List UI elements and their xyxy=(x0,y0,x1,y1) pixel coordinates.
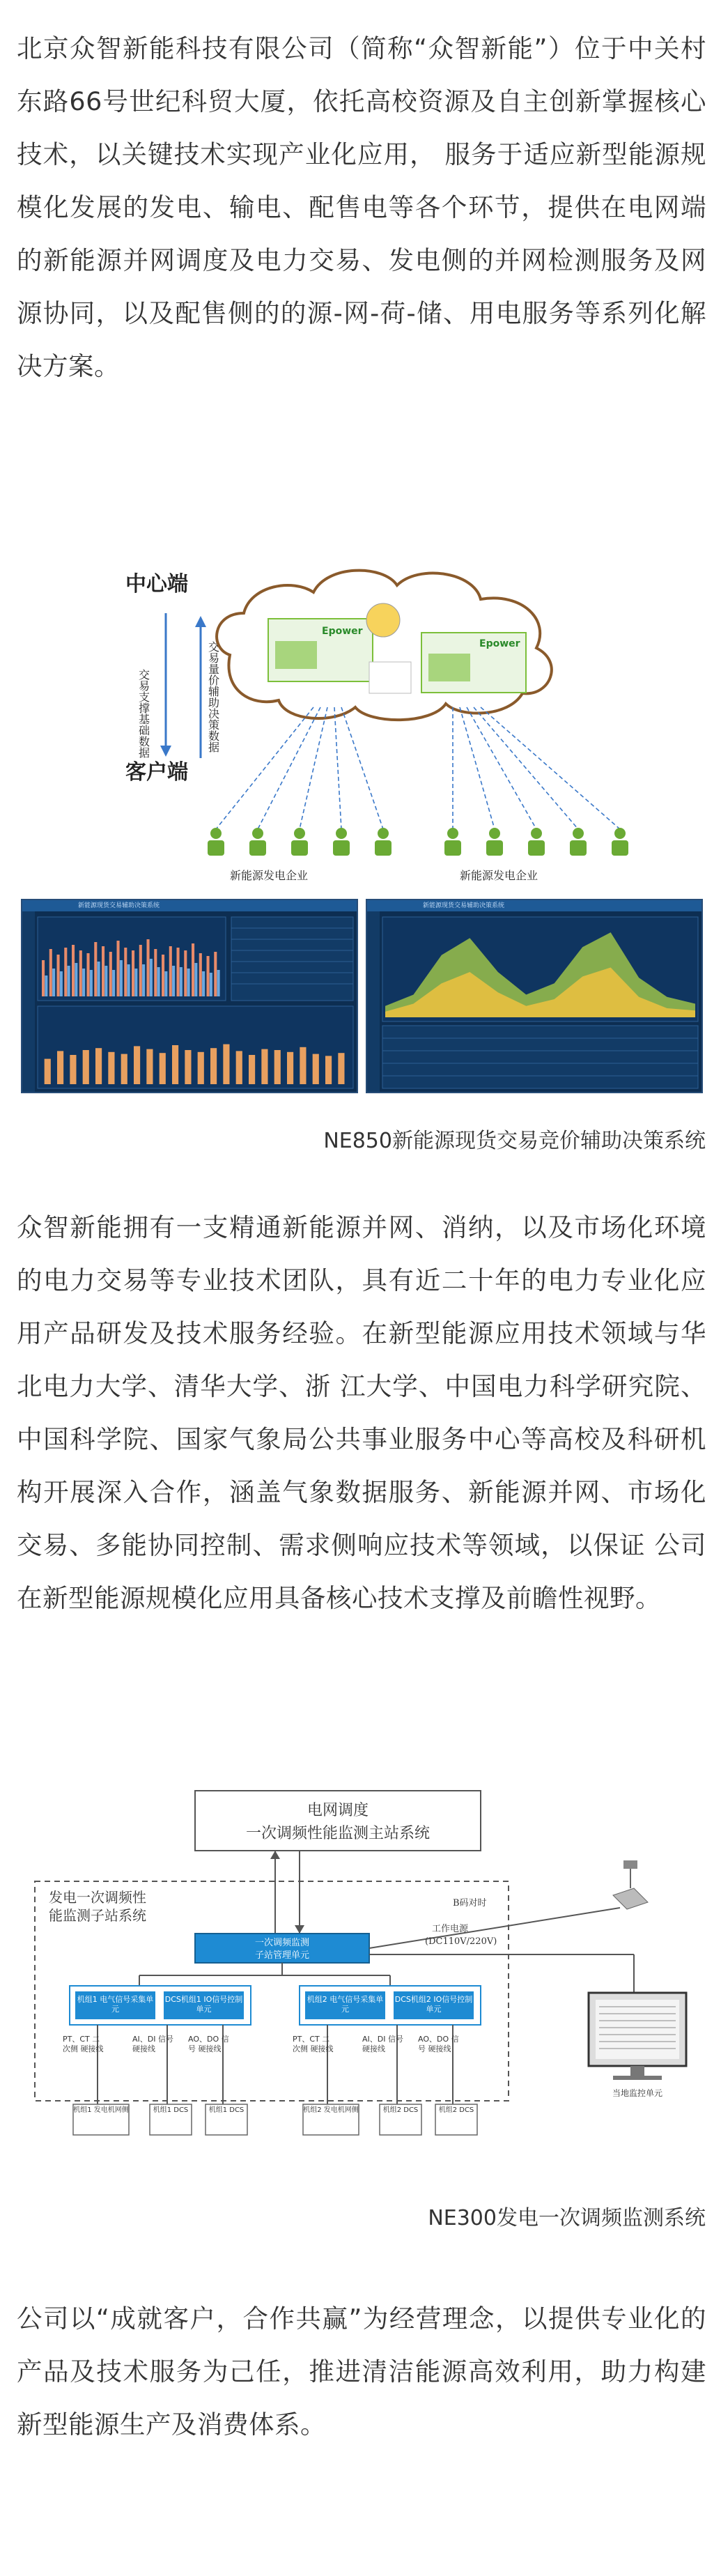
figure2-caption: NE300发电一次调频监测系统 xyxy=(428,2206,706,2230)
arrow-left-label: 交易支撑基础数据 xyxy=(137,669,150,758)
main-station-line2: 一次调频性能监测主站系统 xyxy=(245,1825,431,1842)
bar-B-5 xyxy=(75,963,77,996)
bar-A-20 xyxy=(184,950,187,996)
bar2-17 xyxy=(249,1055,255,1084)
unit2-electric: 机组2 电气信号采集单元 xyxy=(307,1995,384,2014)
bar2-21 xyxy=(300,1047,306,1084)
screen-left-title: 新能源现货交易辅助决策系统 xyxy=(22,900,357,911)
bar2-4 xyxy=(83,1050,89,1084)
bar-A-22 xyxy=(199,953,202,996)
figure-ne300 xyxy=(21,1784,700,2160)
bar-B-9 xyxy=(104,966,107,996)
bar-B-17 xyxy=(164,971,167,996)
bar2-18 xyxy=(261,1049,268,1084)
bar-A-8 xyxy=(94,942,97,996)
cloud-icon xyxy=(217,571,552,720)
bar2-20 xyxy=(287,1052,293,1084)
bar-A-19 xyxy=(177,948,180,996)
cloud-brand-left: Epower xyxy=(322,626,363,637)
bar-A-24 xyxy=(214,952,217,996)
bar2-24 xyxy=(338,1053,344,1084)
bar2-22 xyxy=(313,1054,319,1084)
satellite-icon xyxy=(613,1860,648,1909)
arrow-up-icon xyxy=(195,616,206,627)
bar-A-7 xyxy=(87,953,90,996)
bar2-14 xyxy=(210,1048,217,1084)
enterprise-right-label: 新能源发电企业 xyxy=(460,869,538,882)
bar-B-15 xyxy=(150,959,153,996)
bar-A-9 xyxy=(102,946,104,996)
bar-B-23 xyxy=(210,973,212,996)
bar-B-24 xyxy=(217,970,220,996)
bar-A-17 xyxy=(162,955,164,996)
team-paragraph: 众智新能拥有一支精通新能源并网、消纳，以及市场化环境的电力交易等专业技术团队，具有近二十年的电力专业化应用产品研发及技术服务经验。在新型能源应用技术领域与华北电力大学、清华大学、浙 江大学、中国电力科学研究院、中国科学院、国家气象局公共事业服务中心等高校及科研机构开展深入合作，涵盖气象数据服务、新能源并网、市场化交易、多能协同控制、需求侧响应技术等领域，以保证 公司在新型能源规模化应用具备核心技术支撑及前瞻性视野。 xyxy=(17,1212,706,1613)
bar-B-4 xyxy=(68,966,70,996)
label-center: 中心端 xyxy=(125,572,188,596)
bar-A-2 xyxy=(49,949,52,996)
bar-A-18 xyxy=(169,946,172,996)
bar2-1 xyxy=(45,1059,51,1084)
time-label: B码对时 xyxy=(453,1898,487,1908)
bar-B-3 xyxy=(60,971,63,996)
figure1-caption: NE850新能源现货交易竞价辅助决策系统 xyxy=(323,1129,706,1153)
bar2-23 xyxy=(325,1056,332,1084)
cloud-brand-right: Epower xyxy=(479,638,520,649)
bar-A-14 xyxy=(139,945,142,996)
bar-B-18 xyxy=(172,966,175,996)
unit2-dcs: DCS机组2 IO信号控制单元 xyxy=(394,1995,473,2014)
bar2-10 xyxy=(160,1053,166,1084)
bar-A-23 xyxy=(207,956,210,996)
bar-A-6 xyxy=(79,950,82,996)
bar-B-21 xyxy=(194,963,197,996)
enterprise-icons xyxy=(208,828,628,856)
bar-A-21 xyxy=(192,943,194,996)
bar2-3 xyxy=(70,1055,76,1084)
sub-station-line2: 能监测子站系统 xyxy=(49,1907,146,1924)
bar-A-15 xyxy=(147,939,150,996)
wire-aidi-1: AI、DI 信号 硬接线 xyxy=(132,2035,173,2053)
bar-A-4 xyxy=(64,948,67,996)
bar-A-11 xyxy=(117,941,120,996)
screen-right-title: 新能源现货交易辅助决策系统 xyxy=(367,900,701,911)
sub-station-line1: 发电一次调频性 xyxy=(49,1889,146,1906)
wire-ptct-2: PT、CT 二次侧 硬接线 xyxy=(293,2035,334,2053)
bar2-11 xyxy=(172,1045,178,1084)
bar-B-16 xyxy=(157,967,160,996)
bar-A-12 xyxy=(124,948,127,996)
bar2-15 xyxy=(223,1044,229,1084)
bar-A-5 xyxy=(72,945,75,996)
power-label-line1: 工作电源 xyxy=(432,1924,469,1934)
intro-paragraph: 北京众智新能科技有限公司（简称“众智新能”）位于中关村东路66号世纪科贸大厦，依托高校资源及自主创新掌握核心技术，以关键技术实现产业化应用， 服务于适应新型能源规模化发展的发电、输电、配售电等各个环节，提供在电网端的新能源并网调度及电力交易、发电侧的并网检测服务及网源协同，以及配售侧的的源-网-荷-储、用电服务等系列化解决方案。 xyxy=(17,33,706,381)
bar2-5 xyxy=(95,1048,102,1084)
bar-A-10 xyxy=(109,952,112,996)
wire-aodo-1: AO、DO 信号 硬接线 xyxy=(188,2035,229,2053)
bar-A-13 xyxy=(132,950,134,996)
bar-A-16 xyxy=(154,949,157,996)
monitor-icon xyxy=(589,1993,686,2080)
center-unit-line1: 一次调频监测 xyxy=(254,1938,310,1948)
bar2-8 xyxy=(134,1046,140,1084)
wire-ptct-1: PT、CT 二次侧 硬接线 xyxy=(63,2035,104,2053)
bar-B-2 xyxy=(52,969,55,996)
power-label-line2: (DC110V/220V) xyxy=(425,1936,497,1947)
bar2-6 xyxy=(108,1052,114,1084)
bar-B-13 xyxy=(134,969,137,996)
bar2-19 xyxy=(274,1050,281,1084)
bottom-dcs1a: 机组1 DCS xyxy=(153,2106,189,2114)
bar-B-11 xyxy=(120,960,123,996)
center-unit-line2: 子站管理单元 xyxy=(254,1950,310,1961)
screen-right xyxy=(366,899,703,1093)
bar-B-22 xyxy=(202,971,205,996)
bar2-16 xyxy=(236,1051,242,1084)
screen-left xyxy=(21,899,358,1093)
bottom-dcs2b: 机组2 DCS xyxy=(438,2106,474,2114)
bar2-12 xyxy=(185,1050,191,1084)
bar-B-10 xyxy=(112,970,115,996)
label-customer: 客户端 xyxy=(125,760,188,785)
unit1-electric: 机组1 电气信号采集单元 xyxy=(77,1995,154,2014)
bar-B-12 xyxy=(127,964,130,996)
bar-A-1 xyxy=(42,960,45,996)
bar-A-3 xyxy=(57,955,60,996)
bottom-gen2: 机组2 发电机网侧 xyxy=(303,2106,359,2114)
bar-B-14 xyxy=(142,964,145,996)
bar2-13 xyxy=(198,1052,204,1084)
wire-aidi-2: AI、DI 信号 硬接线 xyxy=(362,2035,403,2053)
ne300-diagram xyxy=(21,1784,700,2160)
bar-B-19 xyxy=(180,967,183,996)
bottom-dcs1b: 机组1 DCS xyxy=(208,2106,245,2114)
screen-right-chart xyxy=(367,911,701,1092)
bar2-7 xyxy=(121,1054,127,1084)
arrow-down-icon xyxy=(160,746,171,757)
unit1-dcs: DCS机组1 IO信号控制单元 xyxy=(164,1995,243,2014)
bar-B-6 xyxy=(82,969,85,996)
arrow-right-label: 交易量价辅助决策数据 xyxy=(206,641,220,753)
display-label: 当地监控单元 xyxy=(612,2088,663,2098)
bar-B-20 xyxy=(187,969,190,996)
bar2-2 xyxy=(57,1051,63,1084)
screen-left-chart xyxy=(22,911,357,1092)
bar2-9 xyxy=(146,1049,153,1084)
philosophy-paragraph: 公司以“成就客户，合作共赢”为经营理念，以提供专业化的产品及技术服务为己任，推进清洁能源高效利用，助力构建新型能源生产及消费体系。 xyxy=(17,2304,706,2439)
wire-aodo-2: AO、DO 信号 硬接线 xyxy=(418,2035,459,2053)
bar-B-7 xyxy=(90,970,93,996)
bottom-gen1: 机组1 发电机网侧 xyxy=(73,2106,129,2114)
bar-B-1 xyxy=(45,975,47,996)
enterprise-left-label: 新能源发电企业 xyxy=(230,869,309,882)
main-station-line1: 电网调度 xyxy=(307,1802,369,1819)
bottom-dcs2a: 机组2 DCS xyxy=(382,2106,419,2114)
bar-B-8 xyxy=(98,962,100,996)
